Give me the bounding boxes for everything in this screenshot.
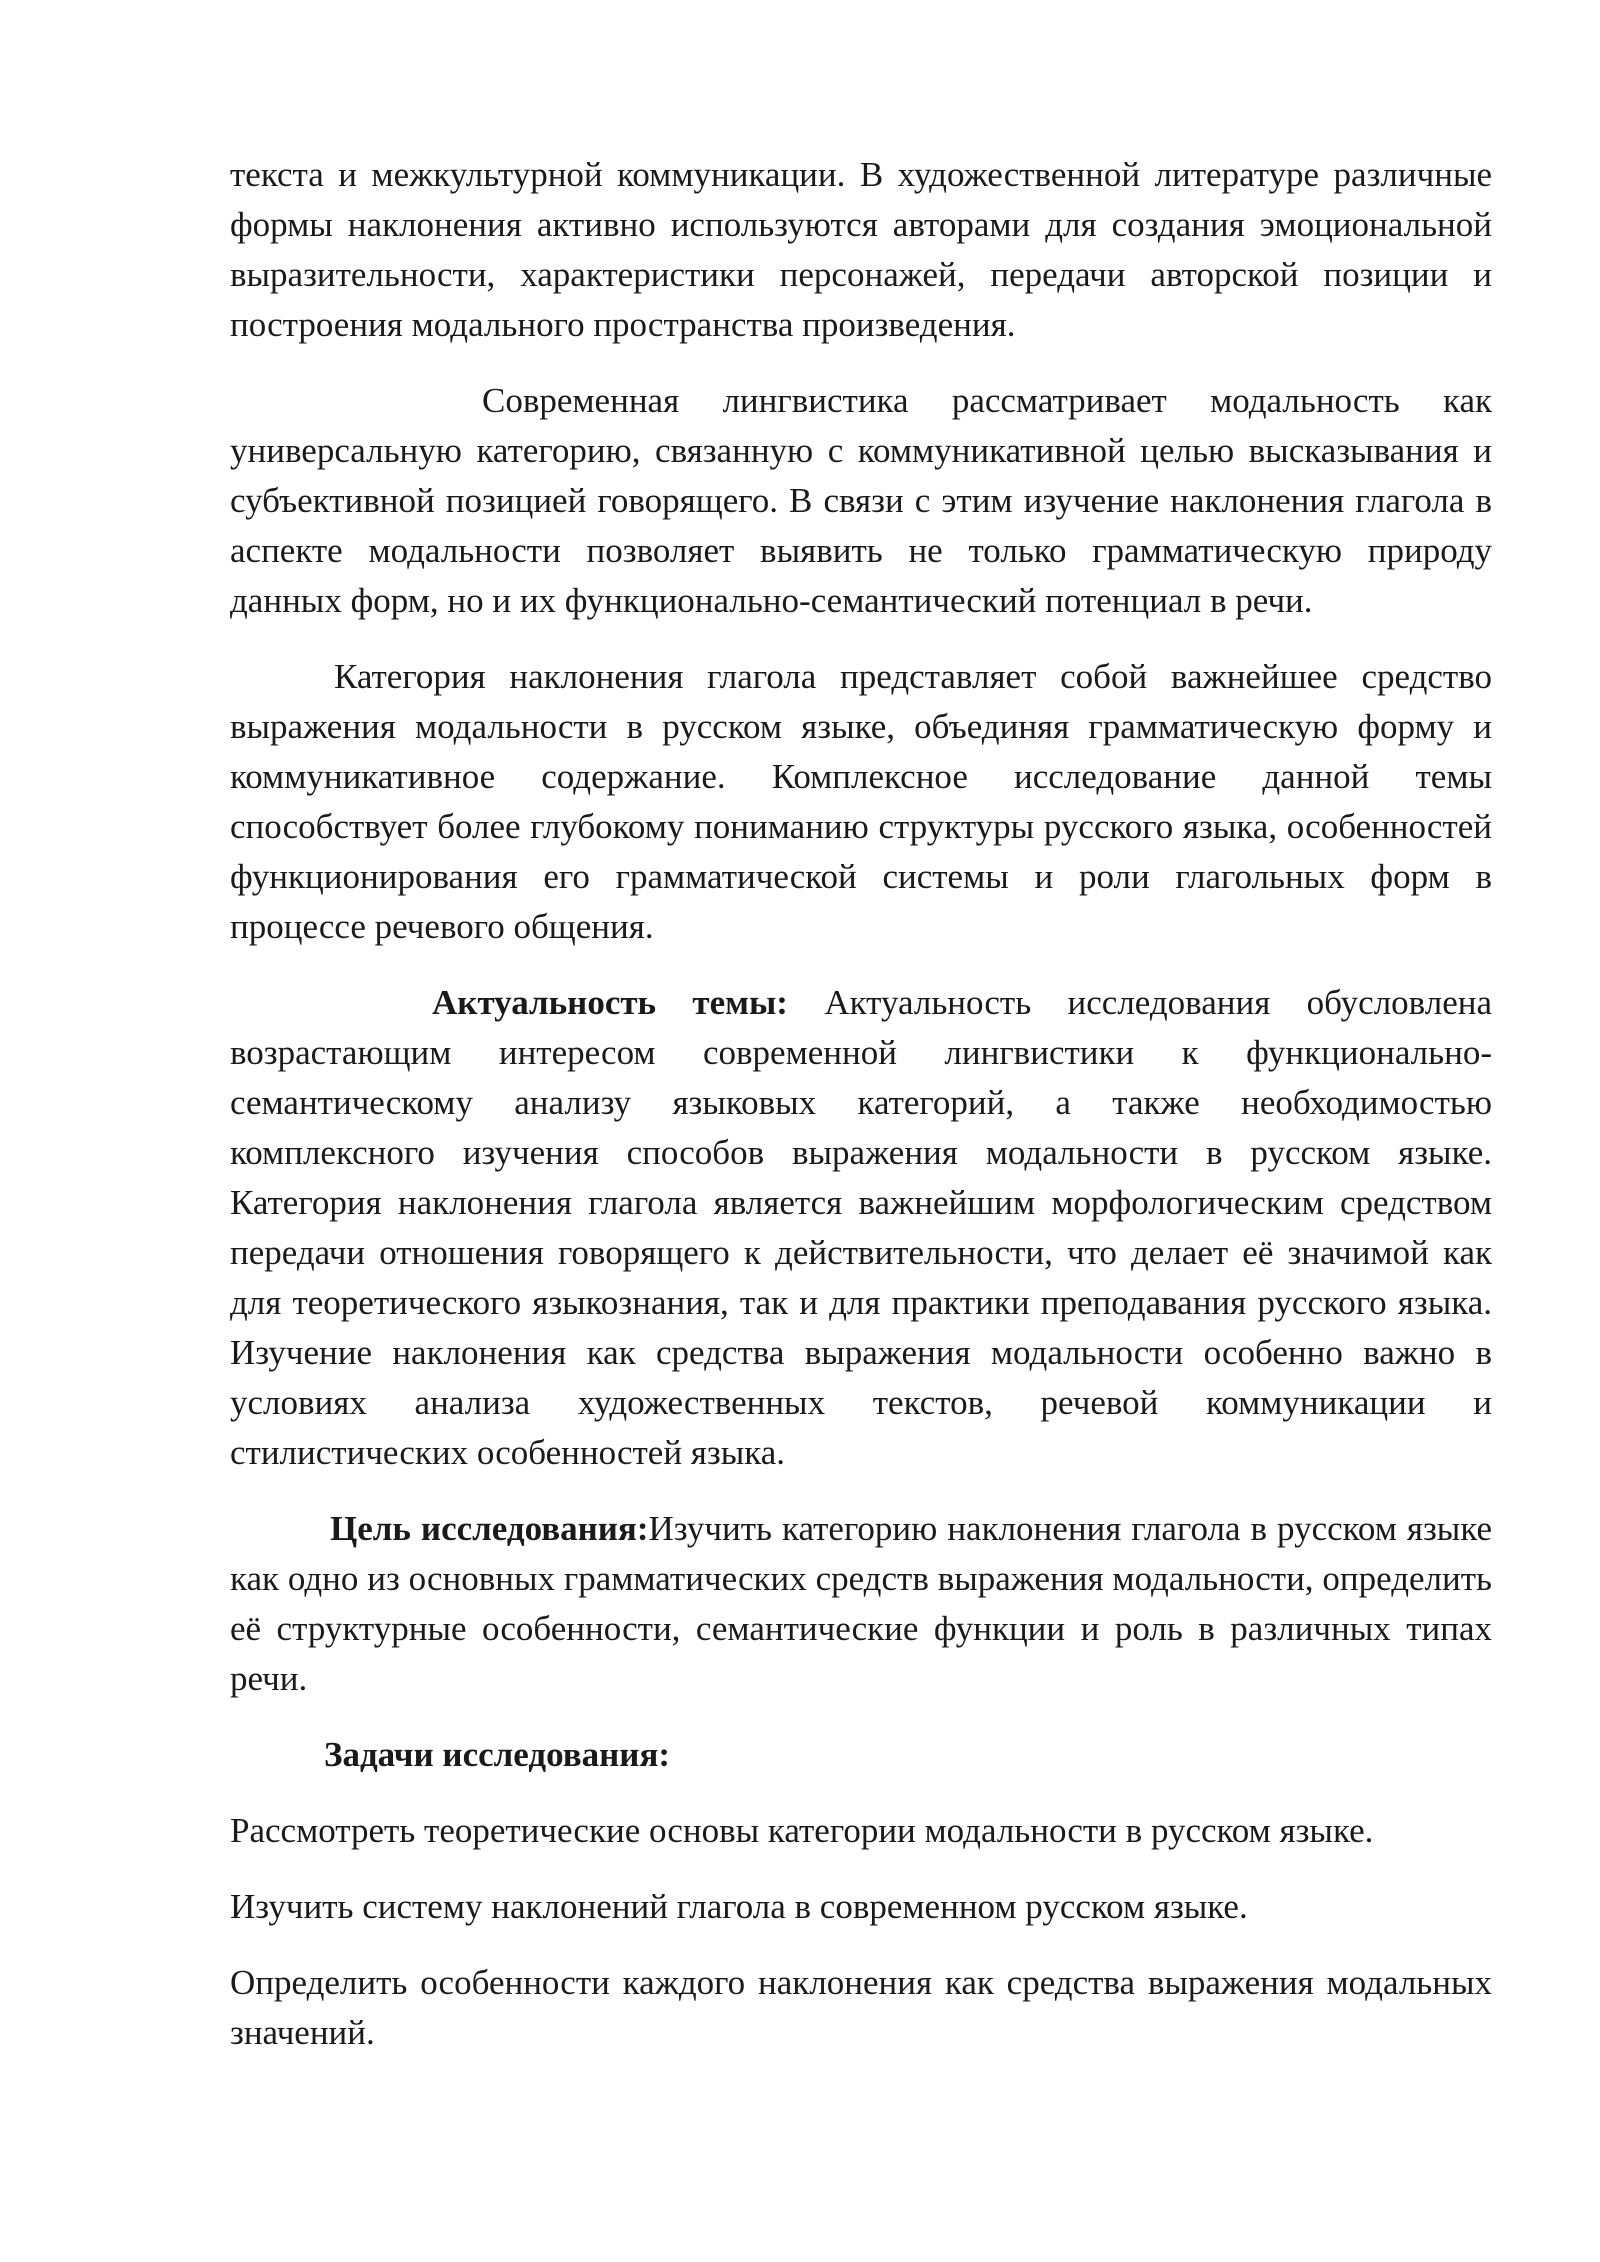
tasks-section (230, 1730, 1492, 1780)
task-item: Рассмотреть теоретические основы категории модальности в русском языке. (230, 1811, 1374, 1850)
task-item: Изучить систему наклонений глагола в современном русском языке. (230, 1887, 1248, 1926)
relevance-text: Актуальность исследования обусловлена возрастающим интересом современной лингвистики к функционально-семантическому анализу языковых категорий, а также необходимостью комплексного изучения способов выражения модальности в русском языке. Категория наклонения глагола является важнейшим морфологическим средством передачи отношения говорящего к действительности, что делает её значимой как для теоретического языкознания, так и для практики преподавания русского языка. Изучение наклонения как средства выражения модальности особенно важно в условиях анализа художественных текстов, речевой коммуникации и стилистических особенностей языка. (230, 983, 1492, 1472)
tasks-heading: Задачи исследования: (324, 1735, 671, 1774)
document-page (230, 150, 1492, 2084)
paragraph-intro-continuation: текста и межкультурной коммуникации. В художественной литературе различные формы наклонения активно используются авторами для создания эмоциональной выразительности, характеристики персонажей, передачи авторской позиции и построения модального пространства произведения. (230, 155, 1492, 344)
goal-text: Изучить категорию наклонения глагола в русском языке как одно из основных грамматических средств выражения модальности, определить её структурные особенности, семантические функции и роль в различных типах речи. (230, 1509, 1492, 1698)
paragraph-mood-category: Категория наклонения глагола представляет собой важнейшее средство выражения модальности в русском языке, объединяя грамматическую форму и коммуникативное содержание. Комплексное исследование данной темы способствует более глубокому пониманию структуры русского языка, особенностей функционирования его грамматической системы и роли глагольных форм в процессе речевого общения. (230, 657, 1492, 946)
goal-heading: Цель исследования: (330, 1509, 649, 1548)
goal-section (230, 1504, 1492, 1704)
relevance-heading: Актуальность темы: (432, 983, 788, 1022)
paragraph-modern-linguistics: Современная лингвистика рассматривает модальность как универсальную категорию, связанную с коммуникативной целью высказывания и субъективной позицией говорящего. В связи с этим изучение наклонения глагола в аспекте модальности позволяет выявить не только грамматическую природу данных форм, но и их функционально-семантический потенциал в речи. (230, 381, 1492, 620)
task-item: Определить особенности каждого наклонения как средства выражения модальных значений. (230, 1963, 1492, 2052)
relevance-section (230, 978, 1492, 1478)
